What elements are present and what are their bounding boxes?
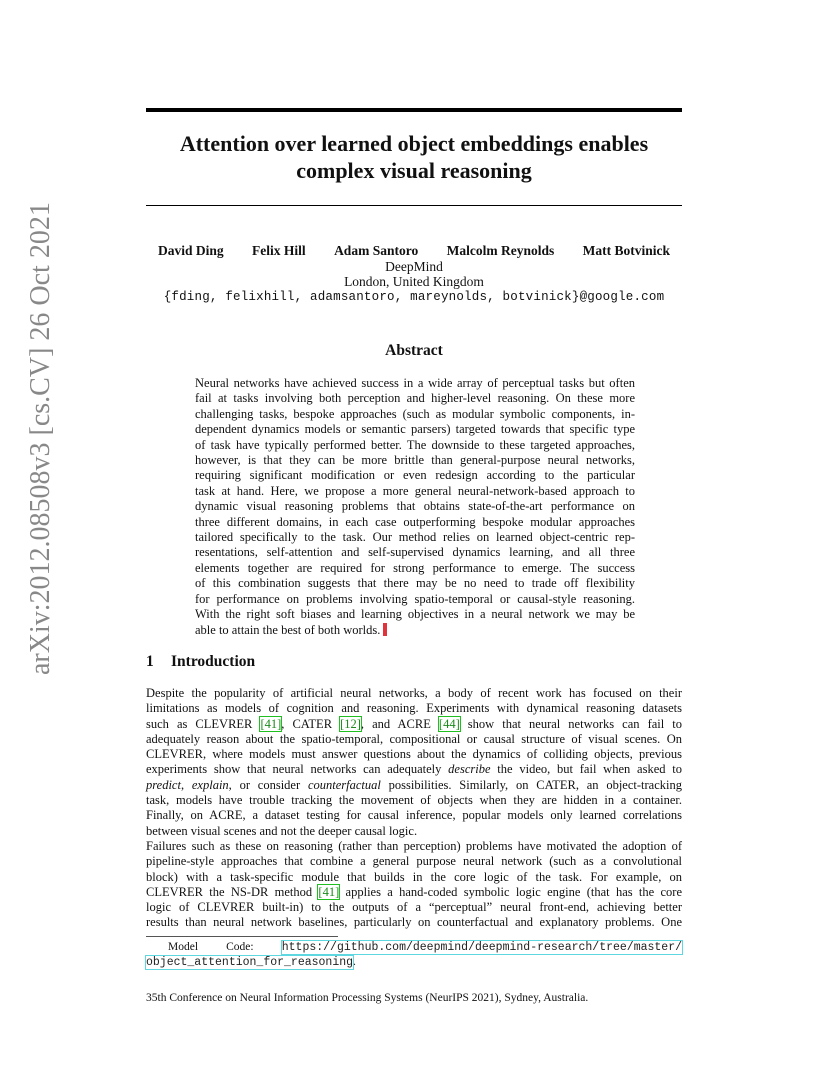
author-name: Felix Hill	[252, 243, 306, 258]
abstract-heading: Abstract	[385, 342, 443, 359]
abstract-line: With the right soft biases and learning objectives in a neural network we may be	[195, 607, 635, 622]
arxiv-identifier: arXiv:2012.08508v3 [cs.CV] 26 Oct 2021	[25, 202, 56, 675]
author-emails: {fding, felixhill, adamsantoro, mareynolds, botvinick}@google.com	[163, 290, 665, 304]
abstract-line: of task have typically performed better. The downside to these targeted approaches,	[195, 437, 635, 452]
text-run: such as CLEVRER	[146, 716, 261, 731]
emphasis: predict	[146, 777, 181, 792]
title-line-2: complex visual reasoning	[296, 158, 532, 183]
text-run: CLEVRER the NS-DR method	[146, 884, 319, 899]
footnote-marker[interactable]	[383, 623, 387, 636]
paragraph-line: CLEVRER, where models must answer questions about the dynamics of colliding objects, previous	[146, 747, 682, 762]
text-run: , and ACRE	[360, 716, 439, 731]
section-number: 1	[146, 653, 154, 670]
emphasis: describe	[448, 762, 491, 777]
location: London, United Kingdom	[344, 274, 484, 289]
abstract-line: fail at tasks involving both perception and higher-level reasoning. On these more	[195, 391, 635, 406]
paragraph-line: block) with a task-specific module that builds in the core logic of the task. For example, on	[146, 869, 682, 884]
abstract-line: dependent dynamics models or semantic parsers) targeted towards that specific type	[195, 422, 635, 437]
footnote-line	[146, 956, 356, 968]
paragraph-line: between visual scenes and not the deeper causal logic.	[146, 823, 418, 838]
citation-link[interactable]: [44]	[438, 716, 460, 731]
conference-note: 35th Conference on Neural Information Processing Systems (NeurIPS 2021), Sydney, Australia.	[146, 992, 589, 1004]
section-title: Introduction	[171, 653, 256, 670]
footnote-label: Model Code:	[168, 941, 254, 953]
abstract-line: of this combination suggests that there may be no need to trade off flexibility	[195, 576, 635, 591]
paragraph-line: task, models have trouble tracking the movement of objects when they are hidden in a container.	[146, 793, 682, 808]
citation-link[interactable]: [12]	[340, 716, 361, 731]
abstract-line: for performance on problems involving spatio-temporal or causal-style reasoning.	[195, 591, 635, 606]
text-run: possibilities. Similarly, on CATER, an object-tracking	[380, 777, 682, 792]
abstract-line: dynamic visual reasoning problems that obtains state-of-the-art performance on	[195, 499, 635, 514]
paragraph-line: Despite the popularity of artificial neural networks, a body of recent work has focused on their	[146, 686, 682, 700]
intro-paragraph-2	[146, 839, 682, 931]
abstract-line: Neural networks have achieved success in a wide array of perceptual tasks but often	[195, 376, 635, 390]
paragraph-line: adequately reason about the spatio-temporal, compositional or causal structure of visual scenes. On	[146, 731, 682, 746]
footnote-rule	[146, 936, 338, 937]
title-top-rule	[146, 108, 682, 112]
intro-paragraph-1	[146, 686, 682, 839]
code-url-link[interactable]: https://github.com/deepmind/deepmind-research/tree/master/	[281, 941, 683, 954]
text-run: ,	[180, 777, 192, 792]
text-run: experiments show that neural networks can adequately	[146, 762, 449, 777]
title-line-1: Attention over learned object embeddings enables	[179, 131, 649, 156]
author-name: Malcolm Reynolds	[446, 243, 555, 258]
abstract-line-last	[195, 623, 635, 638]
paragraph-line	[146, 778, 682, 793]
text-run: show that neural networks can fail to	[459, 716, 683, 731]
paragraph-line: results than neural network baselines, particularly on counterfactual and explanatory problems. One	[146, 915, 682, 930]
abstract-body	[195, 376, 635, 638]
section-heading	[146, 653, 255, 671]
paragraph-line: Finally, on ACRE, a dataset testing for causal inference, popular models only learned correlations	[146, 808, 682, 823]
paper-title	[146, 130, 682, 184]
author-list	[146, 243, 682, 259]
emphasis: explain	[191, 777, 229, 792]
text-run: .	[353, 956, 356, 968]
text-run: applies a hand-coded symbolic logic engine (that has the core	[339, 884, 682, 899]
affiliation: DeepMind	[385, 259, 443, 274]
paragraph-line	[146, 762, 682, 777]
footnote	[146, 940, 682, 970]
footnote-line	[146, 940, 682, 955]
author-name: David Ding	[158, 243, 224, 258]
author-name: Adam Santoro	[334, 243, 419, 258]
author-name: Matt Botvinick	[582, 243, 670, 258]
paragraph-line: Failures such as these on reasoning (rather than perception) problems have motivated the adoption of	[146, 839, 682, 853]
abstract-line: however, is that they can be more brittle than general-purpose neural networks,	[195, 453, 635, 468]
abstract-line: elements together are required for strong performance to emerge. The success	[195, 560, 635, 575]
code-url-link[interactable]: object_attention_for_reasoning	[146, 956, 354, 969]
citation-link[interactable]: [41]	[318, 884, 340, 899]
citation-link[interactable]: [41]	[260, 716, 282, 731]
title-bottom-rule	[146, 205, 682, 206]
text-run: , or consider	[228, 777, 308, 792]
abstract-line: challenging tasks, bespoke approaches (such as modular symbolic components, in-	[195, 406, 635, 421]
paragraph-line: pipeline-style approaches that combine a general purpose neural network (such as a convolutional	[146, 854, 682, 869]
abstract-line: tailored specifically to the task. Our method relies on learned object-centric rep-	[195, 530, 635, 545]
paragraph-line: limitations as models of cognition and reasoning. Experiments with dynamical reasoning datasets	[146, 701, 682, 716]
abstract-line: resentations, self-attention and self-supervised dynamics learning, and all three	[195, 545, 635, 560]
abstract-line: task at hand. Here, we propose a more general neural-network-based approach to	[195, 483, 635, 498]
abstract-line: requiring significant modification or even redesign according to the particular	[195, 468, 635, 483]
emphasis: counterfactual	[307, 777, 381, 792]
abstract-line-text: able to attain the best of both worlds.	[195, 622, 381, 637]
text-run: the video, but fail when asked to	[490, 762, 682, 777]
paragraph-line	[146, 717, 682, 732]
paragraph-line	[146, 885, 682, 900]
text-run: , CATER	[281, 716, 341, 731]
abstract-line: three different domains, in each case outperforming bespoke modular approaches	[195, 514, 635, 529]
paragraph-line: logic of CLEVRER built-in) to the outputs of a “perceptual” neural front-end, achieving better	[146, 900, 682, 915]
